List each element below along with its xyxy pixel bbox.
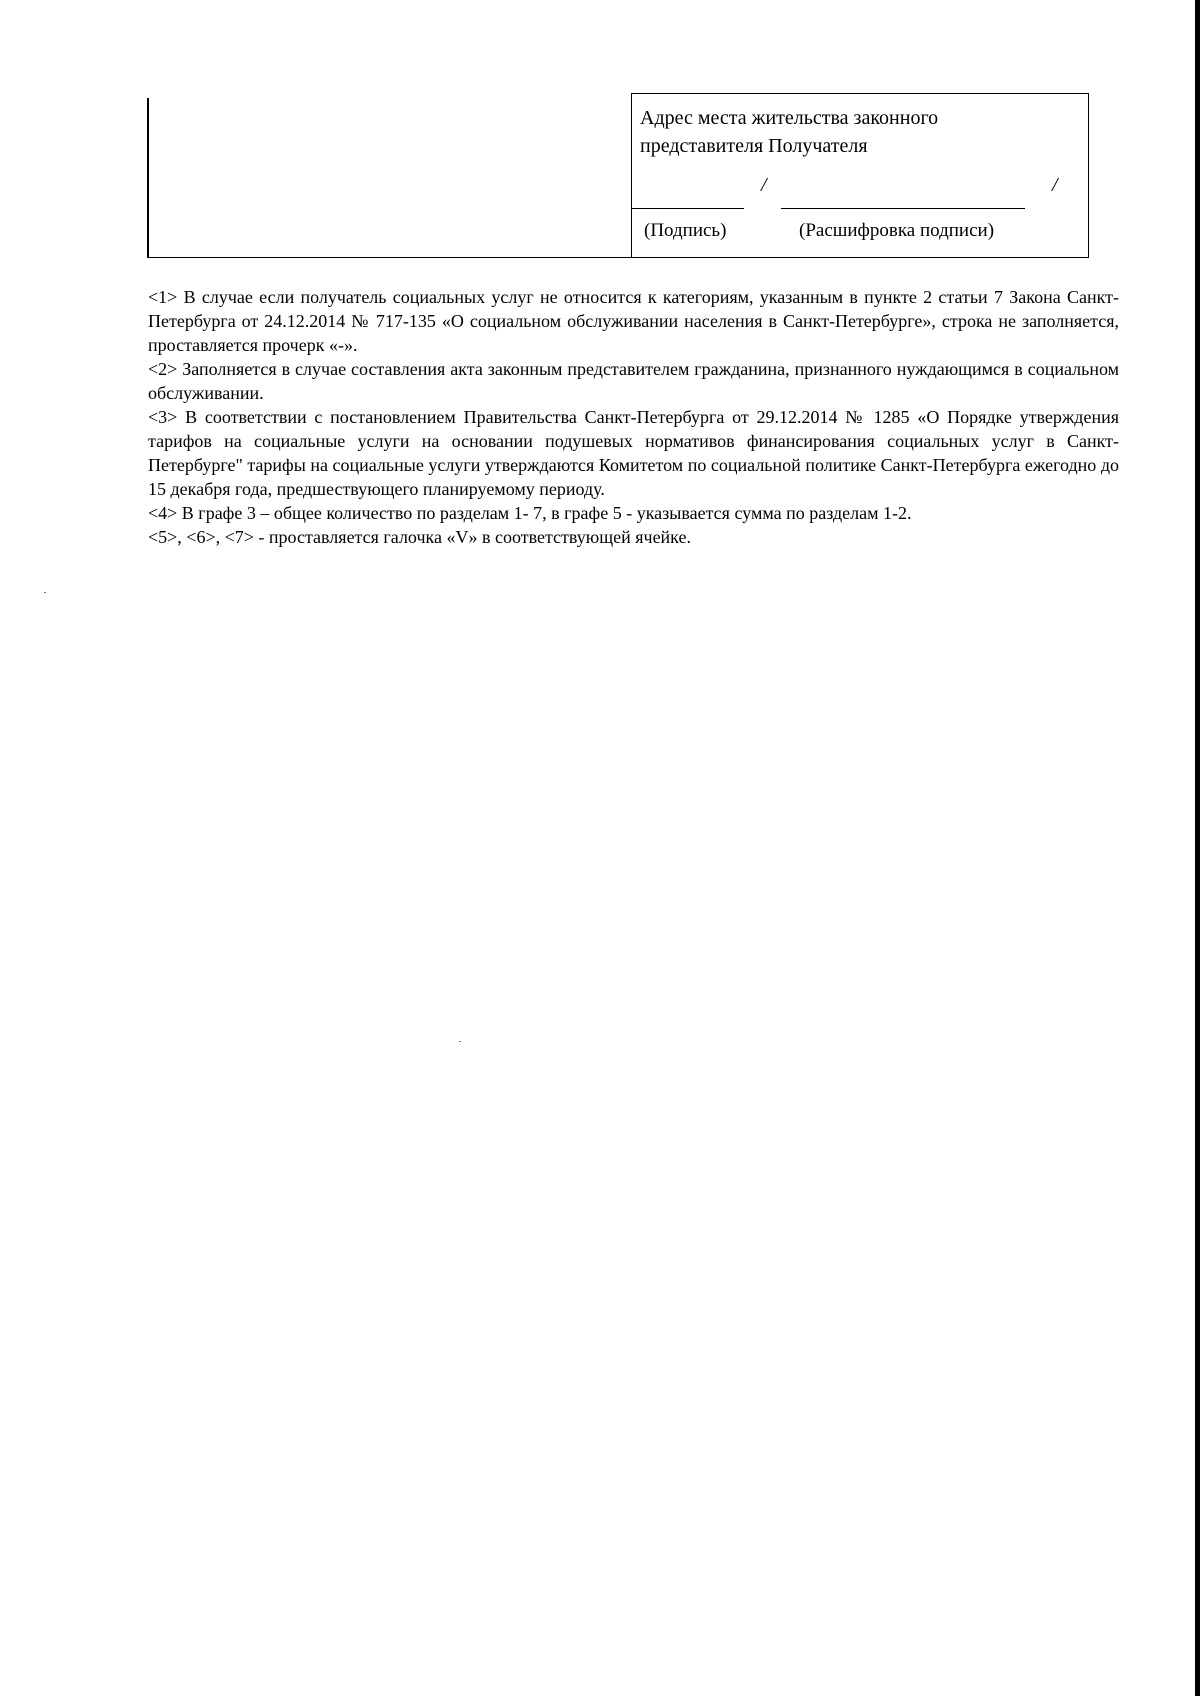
- footnote-1: <1> В случае если получатель социальных услуг не относится к категориям, указанным в пункте 2 статьи 7 Закона Санкт-Петербурга от 24.12.2014 № 717-135 «О социальном обслуживании населения в Санкт-Петербурге», строка не заполняется, проставляется прочерк «-».: [148, 287, 1119, 355]
- decoding-line: [781, 208, 1025, 209]
- footnote-3: <3> В соответствии с постановлением Правительства Санкт-Петербурга от 29.12.2014 № 1285 «О Порядке утверждения тарифов на социальные услуги на основании подушевых нормативов финансирования социальных услуг в Санкт-Петербурге" тарифы на социальные услуги утверждаются Комитетом по социальной политике Санкт-Петербурга ежегодно до 15 декабря года, предшествующего планируемому периоду.: [148, 407, 1119, 499]
- footnote-2: <2> Заполняется в случае составления акта законным представителем гражданина, признанного нуждающимся в социальном обслуживании.: [148, 359, 1119, 403]
- footnote-5: <5>, <6>, <7> - проставляется галочка «V» в соответствующей ячейке.: [148, 527, 691, 547]
- scan-edge: [1195, 0, 1200, 1696]
- footnote-4: <4> В графе 3 – общее количество по разделам 1- 7, в графе 5 - указывается сумма по разделам 1-2.: [148, 503, 912, 523]
- footnotes: [148, 285, 1119, 549]
- scan-speck: [459, 1041, 461, 1042]
- address-label: Адрес места жительства законного представителя Получателя: [640, 107, 939, 157]
- slash-separator-end: /: [1052, 174, 1058, 196]
- signature-line: [632, 208, 744, 209]
- decoding-caption: (Расшифровка подписи): [799, 220, 995, 241]
- table-left-border: [147, 98, 149, 258]
- slash-separator: /: [761, 174, 767, 196]
- signature-table: [147, 93, 1089, 258]
- signature-caption: (Подпись): [644, 220, 727, 241]
- representative-signature-cell: [631, 93, 1089, 258]
- scan-speck: [44, 592, 46, 593]
